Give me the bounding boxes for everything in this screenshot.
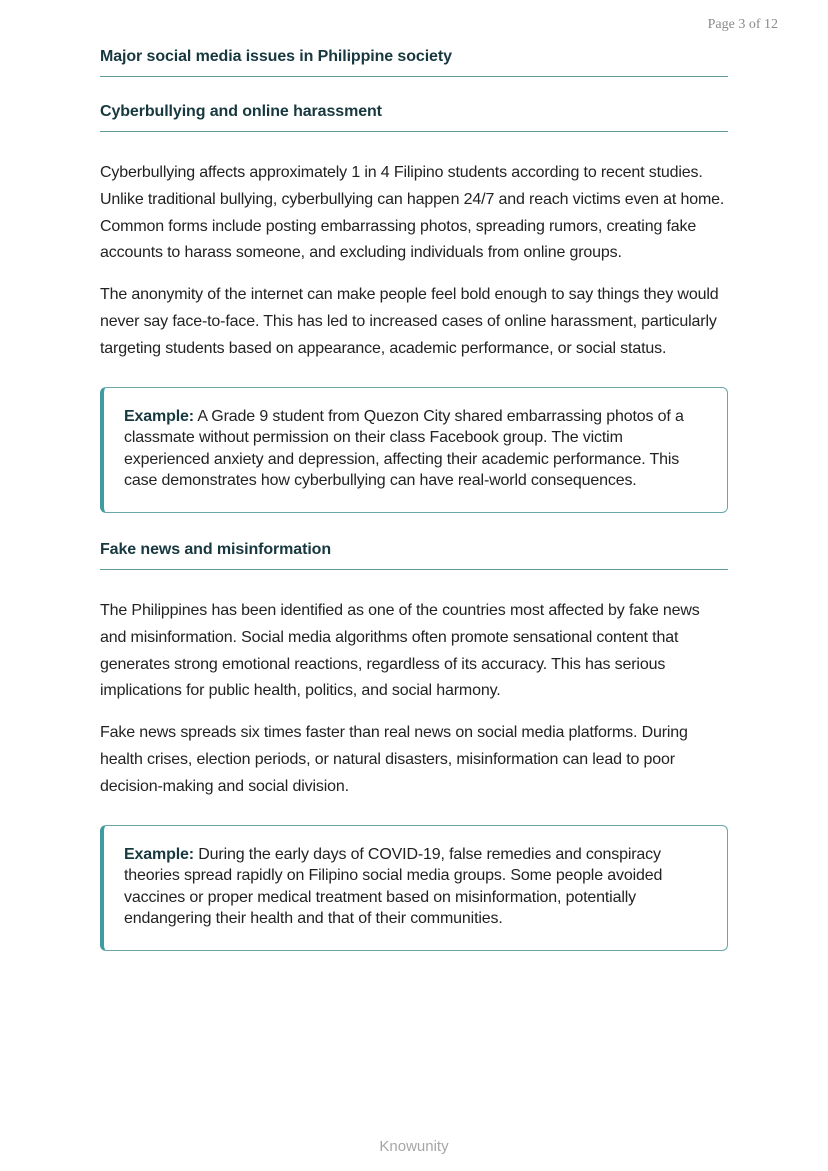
example-callout <box>100 387 728 513</box>
section-fake-news <box>100 541 728 951</box>
example-callout <box>100 825 728 951</box>
example-text: During the early days of COVID-19, false remedies and conspiracy theories spread rapidly on Filipino social media groups. Some people avoided vaccines or proper medical treatment based on misinformation, potentially endangering their health and that of their communities. <box>124 845 663 928</box>
example-text: A Grade 9 student from Quezon City shared embarrassing photos of a classmate without permission on their class Facebook group. The victim experienced anxiety and depression, affecting their academic performance. This case demonstrates how cyberbullying can have real-world consequences. <box>124 407 684 490</box>
section-cyberbullying <box>100 103 728 513</box>
document-body <box>100 48 728 979</box>
paragraph: Cyberbullying affects approximately 1 in 4 Filipino students according to recent studies. Unlike traditional bullying, cyberbullying can happen 24/7 and reach victims even at home. Common forms include posting embarrassing photos, spreading rumors, creating fake accounts to harass someone, and excluding individuals from online groups. <box>100 164 725 262</box>
section-heading: Cyberbullying and online harassment <box>100 103 728 132</box>
page-number: Page 3 of 12 <box>707 17 778 32</box>
paragraph: The Philippines has been identified as one of the countries most affected by fake news and misinformation. Social media algorithms often promote sensational content that generates strong emotional reactions, regardless of its accuracy. This has serious implications for public health, politics, and social harmony. <box>100 601 700 700</box>
paragraph: Fake news spreads six times faster than real news on social media platforms. During health crises, election periods, or natural disasters, misinformation can lead to poor decision-making and social division. <box>100 724 688 795</box>
example-label: Example: <box>124 845 194 863</box>
main-heading: Major social media issues in Philippine society <box>100 48 728 77</box>
example-label: Example: <box>124 407 194 425</box>
paragraph: The anonymity of the internet can make people feel bold enough to say things they would never say face-to-face. This has led to increased cases of online harassment, particularly targeting students based on appearance, academic performance, or social status. <box>100 286 719 357</box>
footer-brand: Knowunity <box>379 1138 449 1155</box>
section-heading: Fake news and misinformation <box>100 541 728 570</box>
